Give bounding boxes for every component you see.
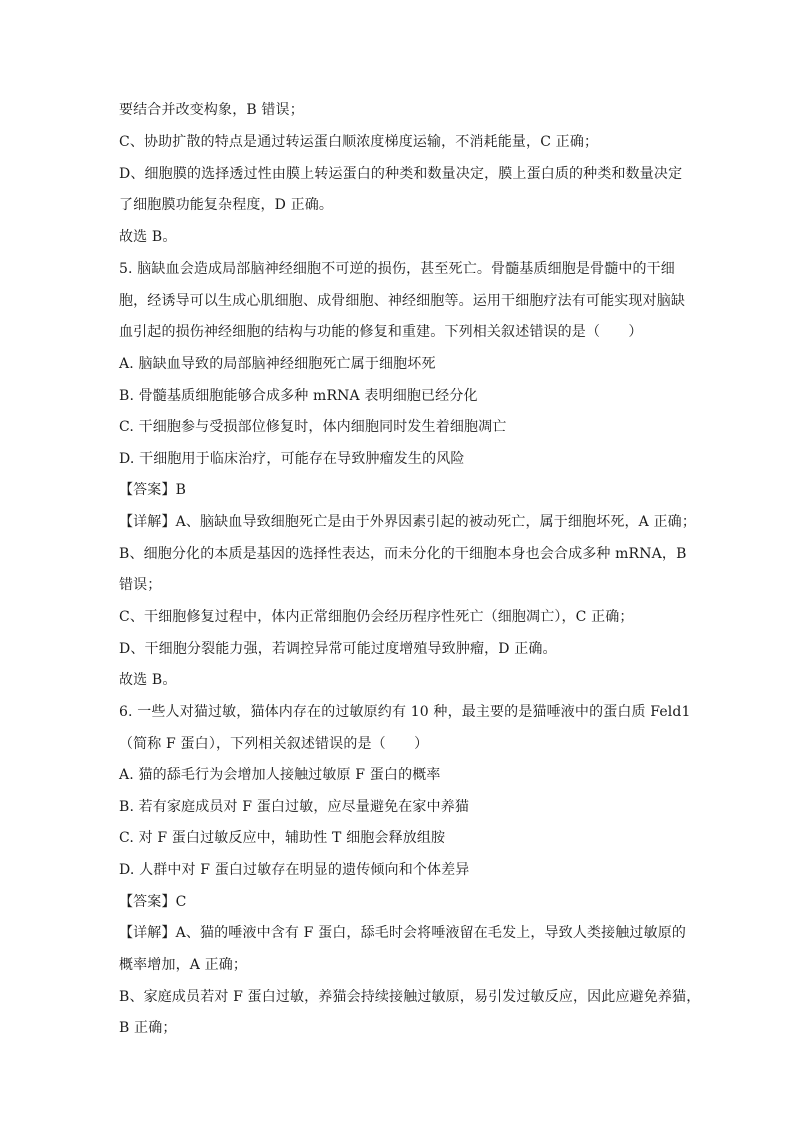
- question-5-explanation-d: D、干细胞分裂能力强，若调控异常可能过度增殖导致肿瘤，D 正确。: [119, 641, 557, 657]
- question-5-stem-cont: 胞，经诱导可以生成心肌细胞、成骨细胞、神经细胞等。运用干细胞疗法有可能实现对脑缺: [119, 293, 685, 309]
- question-6-option-c: C. 对 F 蛋白过敏反应中，辅助性 T 细胞会释放组胺: [119, 830, 446, 846]
- question-5-explanation-c: C、干细胞修复过程中，体内正常细胞仍会经历程序性死亡（细胞凋亡），C 正确；: [119, 609, 634, 625]
- question-6-option-b: B. 若有家庭成员对 F 蛋白过敏，应尽量避免在家中养猫: [119, 799, 470, 815]
- question-5-conclusion: 故选 B。: [119, 672, 177, 688]
- question-5-explanation-b-cont: 错误；: [119, 577, 162, 593]
- question-5-option-b: B. 骨髓基质细胞能够合成多种 mRNA 表明细胞已经分化: [119, 388, 478, 404]
- question-6-option-d: D. 人群中对 F 蛋白过敏存在明显的遗传倾向和个体差异: [119, 862, 470, 878]
- question-5-option-a: A. 脑缺血导致的局部脑神经细胞死亡属于细胞坏死: [119, 356, 436, 372]
- question-5-explanation-a: 【详解】A、脑缺血导致细胞死亡是由于外界因素引起的被动死亡，属于细胞坏死，A 正确；: [119, 514, 696, 530]
- question-5-stem: 5. 脑缺血会造成局部脑神经细胞不可逆的损伤，甚至死亡。骨髓基质细胞是骨髓中的干细: [119, 261, 675, 277]
- question-5-stem-cont: 血引起的损伤神经细胞的结构与功能的修复和重建。下列相关叙述错误的是（ ）: [119, 324, 643, 340]
- question-5-explanation-b: B、细胞分化的本质是基因的选择性表达，而未分化的干细胞本身也会合成多种 mRNA，B: [119, 546, 687, 562]
- question-6-stem: 6. 一些人对猫过敏，猫体内存在的过敏原约有 10 种，最主要的是猫唾液中的蛋白质 Feld1: [119, 704, 691, 720]
- question-6-explanation-a: 【详解】A、猫的唾液中含有 F 蛋白，舔毛时会将唾液留在毛发上，导致人类接触过敏原的: [119, 925, 687, 941]
- question-6-explanation-b: B、家庭成员若对 F 蛋白过敏，养猫会持续接触过敏原，易引发过敏反应，因此应避免养猫，: [119, 989, 701, 1005]
- question-6-explanation-a-cont: 概率增加，A 正确；: [119, 957, 248, 973]
- text-line-continuation: 要结合并改变构象，B 错误；: [119, 102, 304, 118]
- question-6-answer: 【答案】C: [119, 894, 187, 910]
- text-line-option-d-analysis: D、细胞膜的选择透过性由膜上转运蛋白的种类和数量决定，膜上蛋白质的种类和数量决定: [119, 166, 683, 182]
- text-line-option-d-analysis-cont: 了细胞膜功能复杂程度，D 正确。: [119, 197, 334, 213]
- text-line-option-c-analysis: C、协助扩散的特点是通过转运蛋白顺浓度梯度运输，不消耗能量，C 正确；: [119, 134, 599, 150]
- question-5-answer: 【答案】B: [119, 482, 187, 498]
- question-6-stem-cont: （简称 F 蛋白），下列相关叙述错误的是（ ）: [119, 736, 429, 752]
- question-5-option-c: C. 干细胞参与受损部位修复时，体内细胞同时发生着细胞凋亡: [119, 419, 507, 435]
- text-line-conclusion: 故选 B。: [119, 229, 177, 245]
- question-5-option-d: D. 干细胞用于临床治疗，可能存在导致肿瘤发生的风险: [119, 451, 465, 467]
- question-6-option-a: A. 猫的舔毛行为会增加人接触过敏原 F 蛋白的概率: [119, 767, 441, 783]
- question-6-explanation-b-cont: B 正确；: [119, 1020, 177, 1036]
